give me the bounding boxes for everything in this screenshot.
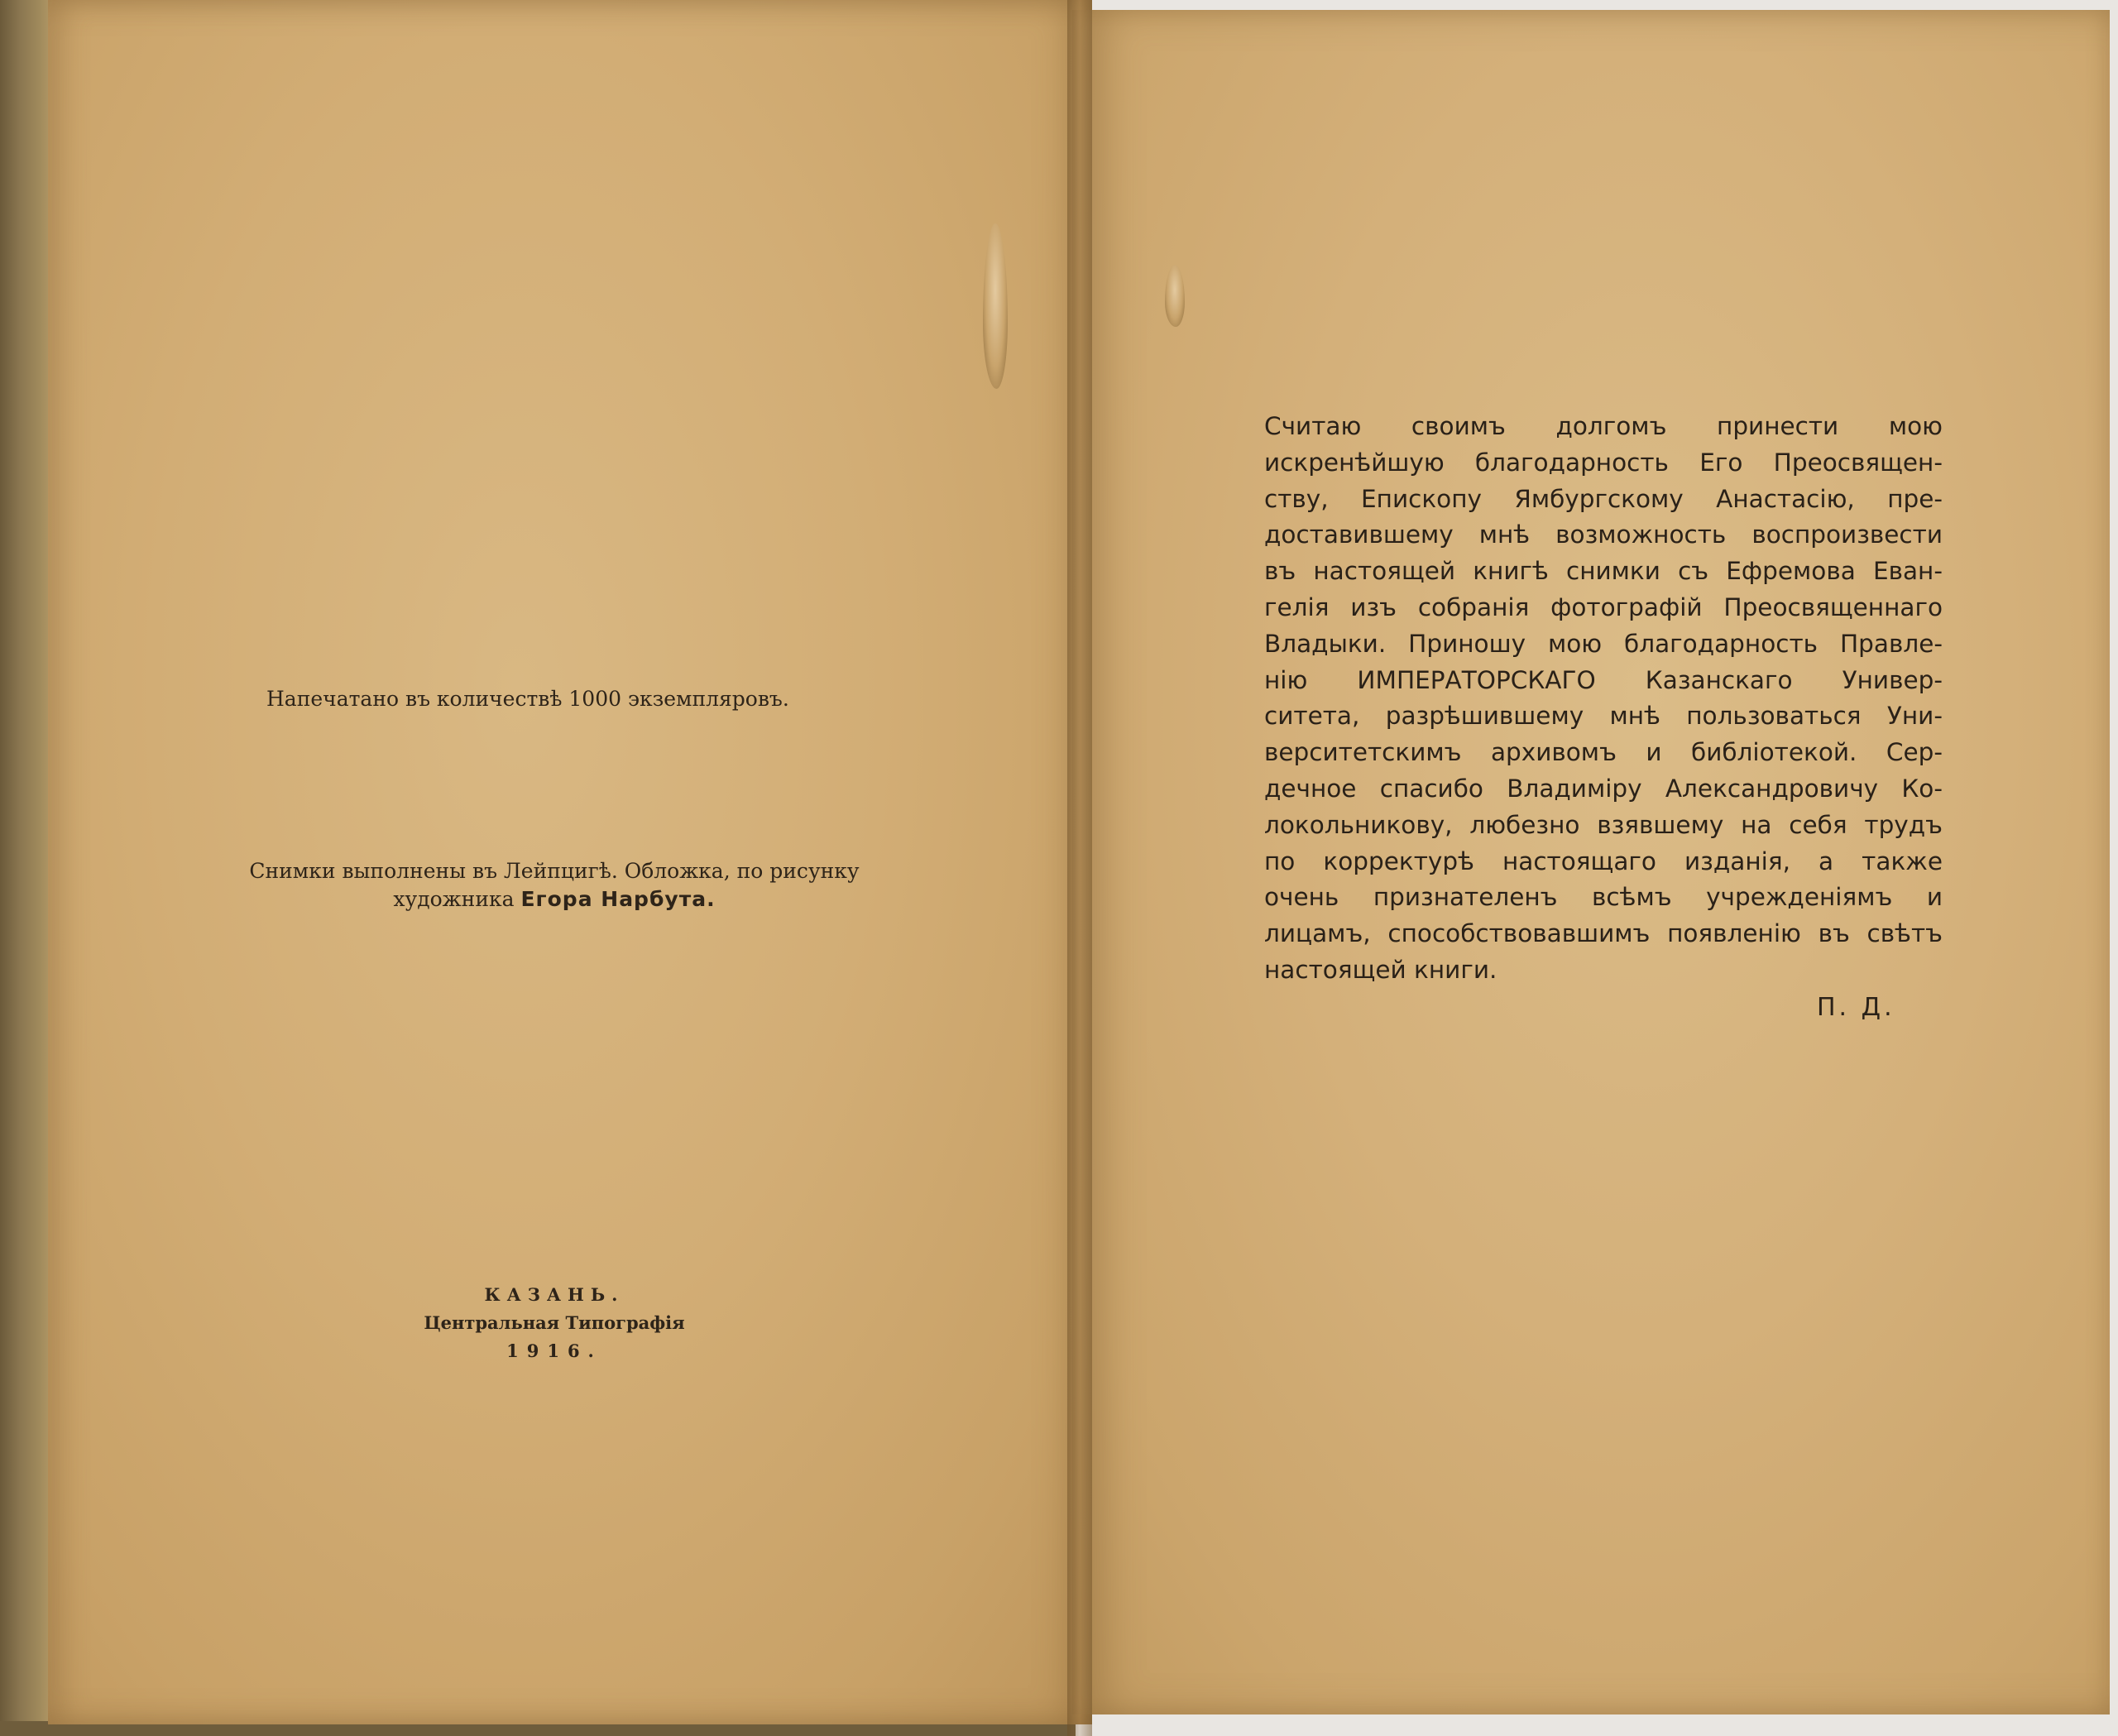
- artist-name: Егора Нарбута.: [520, 887, 716, 911]
- publisher-imprint: [389, 1281, 720, 1365]
- photo-credit-line-1: Снимки выполнены въ Лейпцигѣ. Обложка, по рисунку: [249, 859, 860, 883]
- text-line: дечное спасибо Владиміру Александровичу Ко-: [1264, 774, 1943, 803]
- text-line: въ настоящей книгѣ снимки съ Ефремова Еван-: [1264, 557, 1943, 586]
- text-line: очень признателенъ всѣмъ учрежденіямъ и: [1264, 883, 1943, 912]
- imprint-printer: Центральная Типографія: [424, 1312, 685, 1333]
- text-line: гелія изъ собранія фотографій Преосвященнаго: [1264, 592, 1943, 621]
- book-gutter: [1067, 0, 1092, 1736]
- author-signature: П. Д.: [1817, 993, 1895, 1022]
- text-line: локольникову, любезно взявшему на себя трудъ: [1264, 810, 1943, 839]
- text-line: ситета, разрѣшившему мнѣ пользоваться Уни-: [1264, 702, 1943, 731]
- artist-prefix: художника: [393, 887, 515, 911]
- text-line: доставившему мнѣ возможность воспроизвести: [1264, 520, 1943, 549]
- imprint-city: КАЗАНЬ.: [484, 1284, 625, 1305]
- text-line: верситетскимъ архивомъ и библіотекой. Сер-: [1264, 738, 1943, 767]
- text-line: нію ИМПЕРАТОРСКАГО Казанскаго Универ-: [1264, 665, 1943, 694]
- photo-and-cover-credit: [232, 857, 877, 914]
- text-line: Считаю своимъ долгомъ принести мою: [1264, 412, 1943, 440]
- text-line: ству, Епископу Ямбургскому Анастасію, пре-: [1264, 484, 1943, 513]
- imprint-year: 1916.: [506, 1340, 602, 1361]
- acknowledgement-text: [1264, 409, 1943, 989]
- text-line: настоящей книги.: [1264, 955, 1497, 984]
- text-line: лицамъ, способствовавшимъ появленію въ свѣтъ: [1264, 919, 1943, 948]
- text-line: Владыки. Приношу мою благодарность Правле-: [1264, 629, 1943, 658]
- text-line: искренѣйшую благодарность Его Преосвящен-: [1264, 448, 1943, 477]
- photo-credit-line-2: [232, 885, 877, 914]
- text-line: по корректурѣ настоящаго изданія, а также: [1264, 846, 1943, 875]
- print-run-notice: Напечатано въ количествѣ 1000 экземпляровъ.: [266, 687, 789, 711]
